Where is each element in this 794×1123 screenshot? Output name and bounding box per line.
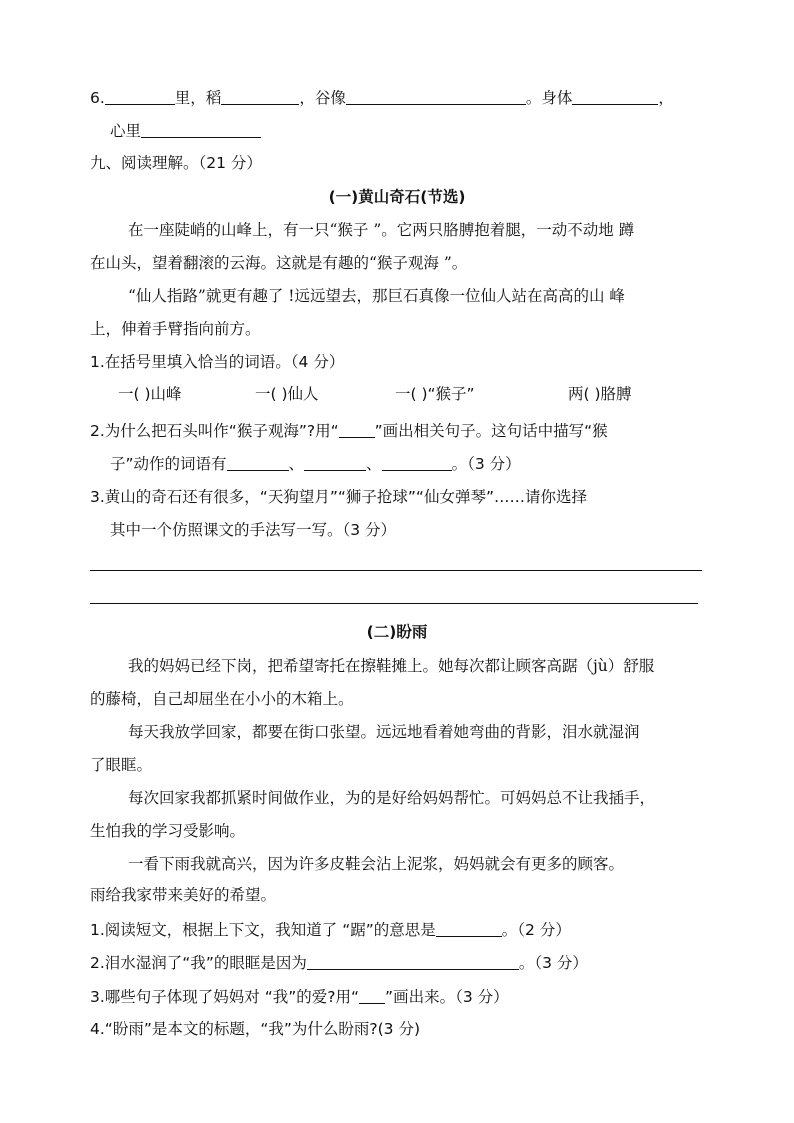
- question-text: ，: [658, 89, 674, 107]
- question-text: 、: [366, 455, 382, 473]
- fill-blank[interactable]: [221, 88, 299, 105]
- fill-blank[interactable]: [307, 953, 519, 970]
- question-text: 。（2 分）: [501, 921, 571, 939]
- question-text: 1.阅读短文，根据上下文，我知道了 “踞”的意思是: [90, 921, 436, 939]
- question-text: 心里: [110, 122, 142, 140]
- fill-blank[interactable]: [436, 920, 502, 937]
- passage-2-paragraph-2-line-1: 每天我放学回家，都要在街口张望。远远地看着她弯曲的背影，泪水就湿润: [128, 723, 640, 741]
- passage-1-question-3-line-2: 其中一个仿照课文的手法写一写。（3 分）: [110, 521, 397, 539]
- passage-1-paragraph-1-line-1: 在一座陡峭的山峰上，有一只“猴子 ”。它两只胳膊抱着腿，一动不动地 蹲: [128, 221, 635, 239]
- question-6-line-2: [110, 121, 261, 141]
- passage-1-paragraph-1-line-2: 在山头，望着翻滚的云海。这就是有趣的“猴子观海 ”。: [90, 254, 468, 272]
- question-text: 。（3 分）: [451, 455, 521, 473]
- question-text: ”画出来。（3 分）: [385, 988, 509, 1006]
- passage-2-paragraph-4-line-1: 一看下雨我就高兴，因为许多皮鞋会沾上泥浆，妈妈就会有更多的顾客。: [128, 855, 625, 873]
- word-fill-item[interactable]: 一( )仙人: [255, 385, 319, 403]
- question-number: 6.: [90, 89, 105, 107]
- fill-blank[interactable]: [304, 454, 366, 471]
- question-text: 2.泪水湿润了“我”的眼眶是因为: [90, 954, 307, 972]
- section-heading: 九、阅读理解。（21 分）: [90, 154, 262, 172]
- question-text: ”画出相关句子。这句话中描写“猴: [374, 422, 608, 440]
- passage-2-paragraph-3-line-1: 每次回家我都抓紧时间做作业，为的是好给妈妈帮忙。可妈妈总不让我插手，: [128, 789, 656, 807]
- fill-blank[interactable]: [227, 454, 289, 471]
- question-text: ，谷像: [299, 89, 346, 107]
- passage-2-question-4: 4.“盼雨”是本文的标题，“我”为什么盼雨?(3 分): [90, 1020, 421, 1038]
- passage-2-paragraph-3-line-2: 生怕我的学习受影响。: [90, 822, 246, 840]
- fill-blank[interactable]: [572, 88, 658, 105]
- answer-line[interactable]: [90, 570, 702, 571]
- word-fill-item[interactable]: 一( )山峰: [118, 385, 182, 403]
- question-text: 子”动作的词语有: [110, 455, 227, 473]
- word-fill-item[interactable]: 一( )“猴子”: [395, 385, 475, 403]
- question-text: 。（3 分）: [518, 954, 588, 972]
- passage-2-title: (二)盼雨: [366, 623, 428, 641]
- question-6-line-1: [90, 88, 674, 108]
- passage-2-paragraph-2-line-2: 了眼眶。: [90, 756, 153, 774]
- passage-1-question-2-line-1: [90, 421, 608, 441]
- fill-blank[interactable]: [382, 454, 452, 471]
- underline-marker: [339, 421, 375, 438]
- word-fill-item[interactable]: 两( )胳膊: [568, 385, 632, 403]
- question-text: 、: [288, 455, 305, 473]
- underline-marker: [359, 987, 385, 1004]
- passage-2-paragraph-1-line-2: 的藤椅，自己却屈坐在小小的木箱上。: [90, 690, 354, 708]
- fill-blank[interactable]: [105, 88, 175, 105]
- fill-blank[interactable]: [346, 88, 526, 105]
- passage-2-paragraph-1-line-1: 我的妈妈已经下岗，把希望寄托在擦鞋摊上。她每次都让顾客高踞（jù）舒服: [128, 657, 655, 675]
- passage-2-question-3: [90, 987, 509, 1007]
- fill-blank[interactable]: [141, 121, 261, 138]
- passage-1-title: (一)黄山奇石(节选): [328, 188, 466, 206]
- passage-1-paragraph-2-line-2: 上，伸着手臂指向前方。: [90, 320, 261, 338]
- question-text: 2.为什么把石头叫作“猴子观海”?用“: [90, 422, 339, 440]
- passage-1-question-1: 1.在括号里填入恰当的词语。（4 分）: [90, 353, 345, 371]
- passage-1-paragraph-2-line-1: “仙人指路”就更有趣了 !远远望去，那巨石真像一位仙人站在高高的山 峰: [128, 287, 625, 305]
- passage-2-paragraph-4-line-2: 雨给我家带来美好的希望。: [90, 886, 277, 904]
- question-text: 。身体: [525, 89, 573, 107]
- passage-2-question-2: [90, 953, 588, 973]
- passage-1-question-3-line-1: 3.黄山的奇石还有很多，“天狗望月”“狮子抢球”“仙女弹琴”……请你选择: [90, 488, 587, 506]
- question-text: 3.哪些句子体现了妈妈对 “我”的爱?用“: [90, 988, 360, 1006]
- passage-2-question-1: [90, 920, 571, 940]
- passage-1-question-2-line-2: [110, 454, 521, 474]
- answer-line[interactable]: [90, 603, 698, 604]
- question-text: 里，稻: [174, 89, 222, 107]
